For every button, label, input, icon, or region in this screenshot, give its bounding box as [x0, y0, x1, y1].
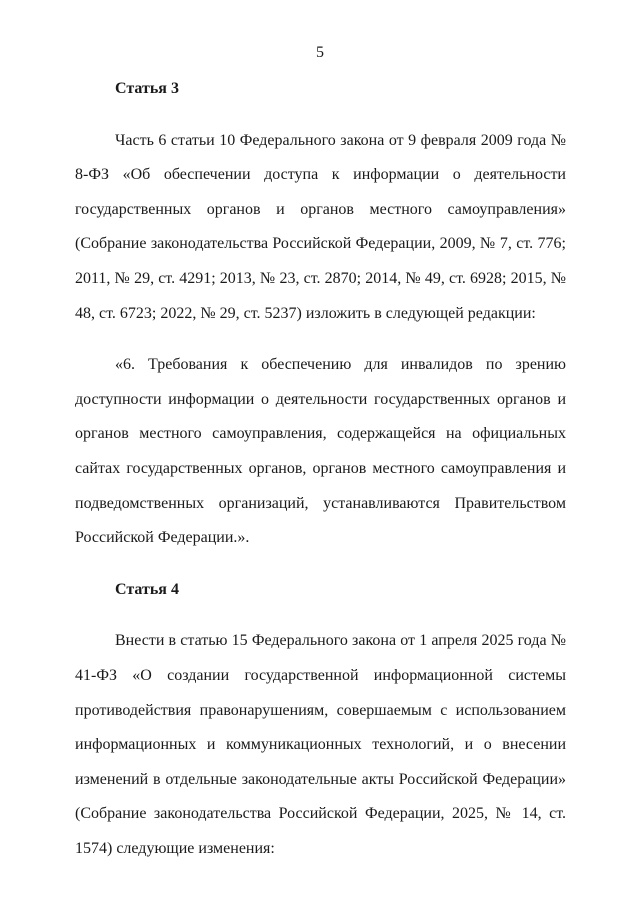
- article-4-heading: Статья 4: [115, 580, 179, 598]
- article-3-heading: Статья 3: [115, 80, 179, 97]
- article-4-paragraph-1: Внести в статью 15 Федерального закона от 1 апреля 2025 года № 41-ФЗ «О создании государственной информационной системы противодействия правонарушениям, совершаемым с использованием информационных и коммуникационных технологий, и о внесении изменений в отдельные законодательные акты Российской Федерации» (Собрание законодательства Российской Федерации, 2025, № 14, ст. 1574) следующие изменения:: [75, 632, 566, 857]
- document-body: [75, 72, 566, 866]
- page-number: 5: [316, 44, 324, 61]
- article-3-paragraph-1: Часть 6 статьи 10 Федерального закона от 9 февраля 2009 года № 8-ФЗ «Об обеспечении доступа к информации о деятельности государственных органов и органов местного самоуправления» (Собрание законодательства Российской Федерации, 2009, № 7, ст. 776; 2011, № 29, ст. 4291; 2013, № 23, ст. 2870; 2014, № 49, ст. 6928; 2015, № 48, ст. 6723; 2022, № 29, ст. 5237) изложить в следующей редакции:: [75, 131, 566, 322]
- article-3-paragraph-2: «6. Требования к обеспечению для инвалидов по зрению доступности информации о деятельности государственных органов и органов местного самоуправления, содержащейся на официальных сайтах государственных органов, органов местного самоуправления и подведомственных организаций, устанавливаются Правительством Российской Федерации.».: [75, 356, 566, 547]
